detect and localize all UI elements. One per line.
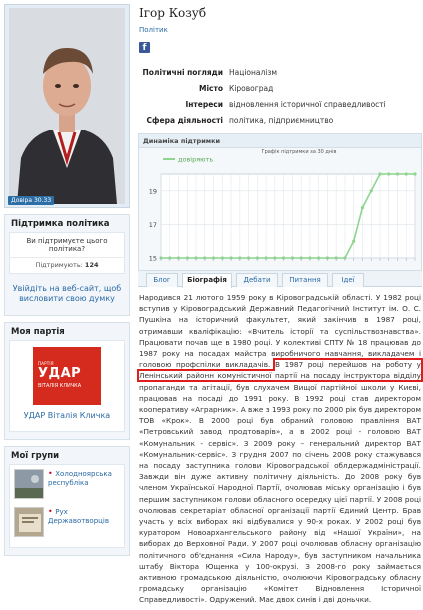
support-count — [10, 258, 124, 273]
group-item-label[interactable]: • Холодноярська республіка — [48, 469, 112, 487]
chart-data-point — [361, 206, 364, 209]
chart-data-point — [352, 240, 355, 243]
profile-photo-frame — [4, 4, 130, 208]
profile-photo — [9, 8, 125, 204]
info-value: Націоналізм — [229, 67, 278, 77]
biography-paragraph: Народився 21 лютого 1959 року в Кіровоградській області. У 1982 році вступив у Кіровоградський Державний Педагогічний Інститут ім. О. С. Пушкіна на історичний факультет, який закінчив в 1987 році, отримавши кваліфікацію: «Вчитель історії та суспільствознавства». Працювати почав ще в 1980 році. У колективі СПТУ № 18 працював до 1987 року на посадах майстра виробничого навчання, викладачем і головою профспілки викладачів. — [139, 293, 421, 370]
facebook-icon[interactable]: f — [139, 42, 150, 53]
chart-legend-label: довіряють — [178, 155, 214, 164]
biography-text — [139, 292, 421, 606]
chart-y-tick-label: 19 — [148, 187, 157, 196]
support-panel-title: Підтримка політика — [11, 219, 110, 229]
chart-data-point — [387, 172, 390, 175]
tab-ideas[interactable]: Ідеї — [332, 273, 364, 287]
groups-panel — [4, 446, 130, 556]
support-count-label: Підтримують: — [35, 261, 83, 269]
profile-name: Ігор Козуб — [139, 6, 207, 20]
party-logo-big: УДАР — [38, 366, 82, 381]
chart-data-point — [378, 172, 381, 175]
group-item[interactable] — [10, 465, 124, 503]
chart-y-tick-label: 17 — [148, 220, 157, 229]
support-chart — [139, 148, 421, 270]
support-question: Ви підтримуєте цього політика? — [10, 233, 124, 258]
login-to-vote-link[interactable]: Увійдіть на веб-сайт, щоб висловити свою думку — [12, 284, 122, 304]
group-item[interactable] — [10, 503, 124, 541]
support-chart-panel — [138, 133, 422, 271]
chart-data-point — [413, 172, 416, 175]
support-panel-body — [9, 232, 125, 274]
party-name-link[interactable]: УДАР Віталія Кличка — [23, 411, 111, 420]
chart-data-point — [396, 172, 399, 175]
highlighted-sentence: В 1987 році перейшов на роботу у Ленінський районн комуністичної партії на посаду інструктора відділу — [139, 360, 421, 381]
party-panel-title: Моя партія — [11, 327, 65, 337]
info-row — [137, 64, 423, 80]
bullet-icon: • — [48, 507, 56, 516]
info-key: Місто — [199, 83, 223, 93]
support-panel — [4, 214, 130, 316]
group-item-label[interactable]: • Рух Державотворців — [48, 507, 109, 525]
party-panel-body — [9, 340, 125, 432]
tab-debates[interactable]: Дебати — [236, 273, 278, 287]
chart-header: Динаміка підтримки — [139, 134, 421, 148]
party-panel — [4, 322, 130, 440]
info-row — [137, 96, 423, 112]
party-logo[interactable] — [33, 347, 101, 405]
party-logo-sub: ВІТАЛІЯ КЛИЧКА — [38, 383, 82, 389]
chart-y-tick-label: 15 — [148, 254, 157, 263]
group-thumbnail — [14, 469, 44, 499]
info-key: Сфера діяльності — [146, 115, 223, 125]
group-image-icon — [15, 470, 44, 499]
rating-badge: Довіра 30.33 — [8, 196, 54, 205]
info-key: Політичні погляди — [142, 67, 223, 77]
groups-panel-title: Мої групи — [11, 451, 60, 461]
info-row — [137, 80, 423, 96]
profile-info-table — [137, 64, 423, 128]
profile-role-link[interactable]: Політик — [139, 26, 168, 34]
portrait-image — [9, 8, 125, 204]
info-value: Кіровоград — [229, 83, 274, 93]
group-image-icon — [15, 508, 44, 537]
info-value: політика, підприємництво — [229, 115, 334, 125]
tab-biography[interactable]: Біографія — [182, 273, 232, 288]
support-count-value: 124 — [84, 261, 99, 269]
chart-subtitle: Графік підтримки за 30 днів — [261, 149, 337, 155]
bullet-icon: • — [48, 469, 56, 478]
groups-panel-body — [9, 464, 125, 548]
chart-plot-area — [161, 174, 415, 258]
chart-data-point — [370, 189, 373, 192]
info-value: відновлення історичної справедливості — [229, 99, 386, 109]
left-column — [0, 0, 133, 610]
info-key: Інтереси — [185, 99, 223, 109]
chart-data-point — [405, 172, 408, 175]
party-logo-small: ПАРТІЯ — [38, 361, 54, 366]
right-column — [137, 0, 423, 610]
tab-blog[interactable]: Блог — [146, 273, 178, 287]
biography-paragraph-continued: пропаганди та агітації, був слухачем Вищої партійної школи у Києві, працював на посаді до 1991 року. В 1992 році став директором кооперативу «Аграрник». А вже з 1993 року по 2000 рік був директором ТОВ «Крок». В 2000 році був обраний головою правління ВАТ «Петровський завод продтоварів», а в 2002 році - головою ВАТ «Комунальник - сервіс». З 2009 року – генеральний директор ВАТ «Комунальник-сервіс». З грудня 2007 по січень 2008 року стажувався на посаду заступника голови Кіровоградської облдержадміністрації. Завжди він дуже активну політичну діяльність. До 2008 року був членом Української Народної Партії, очолював міську організацію і був першим заступником голови обласного осередку цієї партії. У 2008 році очолював секретаріат обласної організації партії Єдиний Центр. Брав участь у всіх виборах які відбувалися у 90-х роках. У 2002 році був куратором Новоархангельського району від «Нашої України», на виборах до Верховної Ради. У 2007 році очолював обласну організацію політичного об'єднання «Сила Народу», був заступником начальника штабу Віктора Ющенка у 100-окрузі. З 2008-го року займається активною громадською діяльністю, очолюючи Кіровоградську обласну громадську організацію «Комітет Відновлення Історичної Справедливості». Одружений. Має двох синів і дві доньчки. — [139, 382, 421, 605]
tab-questions[interactable]: Питання — [282, 273, 328, 287]
profile-tabs — [138, 271, 422, 287]
group-thumbnail — [14, 507, 44, 537]
info-row — [137, 112, 423, 128]
